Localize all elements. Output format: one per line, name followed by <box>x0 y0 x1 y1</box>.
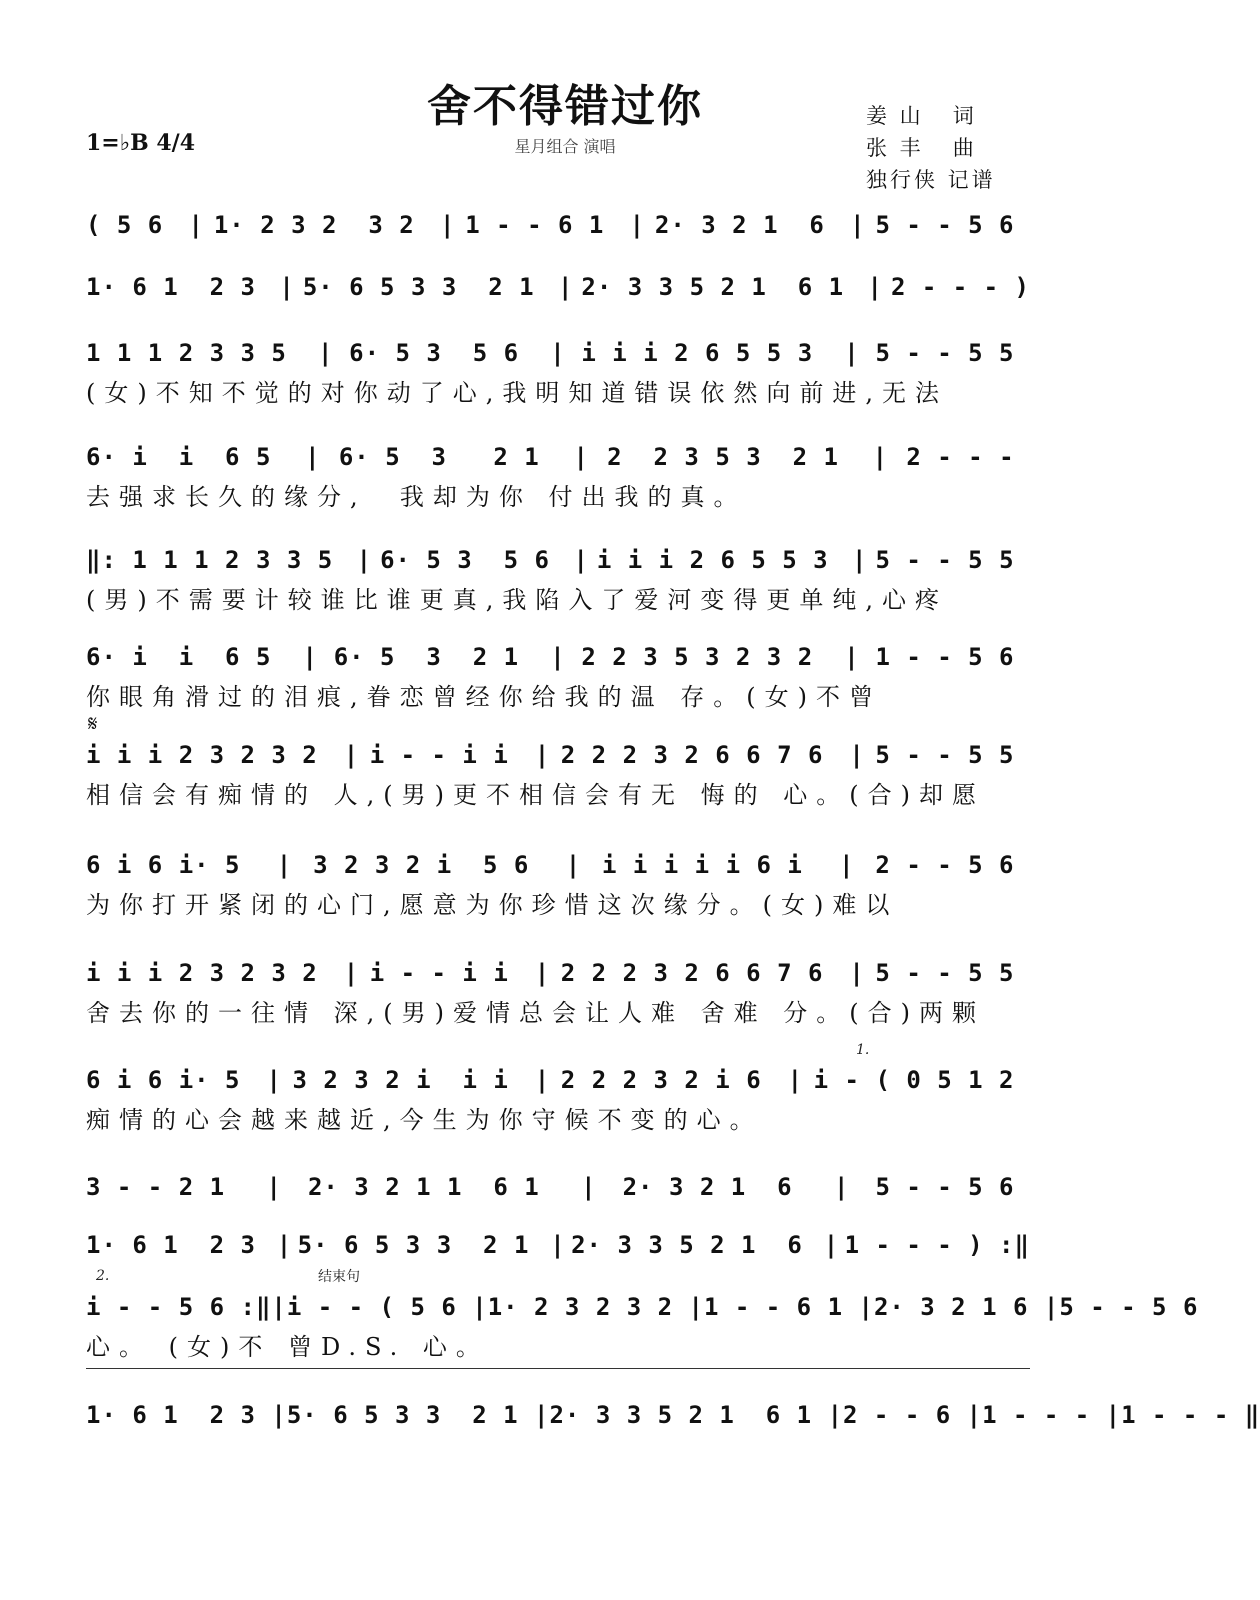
measure: 2 2 3 5 3 2 1 <box>607 443 855 471</box>
measure: 5 - - 5 6 <box>875 211 1030 239</box>
barline: | <box>188 211 204 239</box>
barline: | <box>276 1231 293 1259</box>
measure: 2· 3 3 5 2 1 6 1 <box>581 273 860 301</box>
credit-transcriber: 独行侠 记谱 <box>866 168 996 192</box>
measure: 1 - - - <box>982 1401 1106 1429</box>
barline: | <box>439 211 456 239</box>
score-system <box>86 1167 1030 1207</box>
barline: | <box>629 211 646 239</box>
barline: | <box>271 1293 287 1321</box>
barline: | <box>688 1293 704 1321</box>
measure: 2· 3 2 1 6 <box>873 1293 1044 1321</box>
score-system <box>86 437 1030 517</box>
measure: 1· 6 1 2 3 <box>86 1231 272 1259</box>
barline: | <box>839 851 855 879</box>
measure: 6· 5 3 5 6 <box>349 339 535 367</box>
performer-line: 星月组合 演唱 <box>514 137 616 156</box>
measure: 5· 6 5 3 3 2 1 <box>297 1231 545 1259</box>
measure: 6· i i 6 5 <box>86 643 287 671</box>
divider-line <box>86 1368 1030 1369</box>
measure: 1 - - - ‖ <box>1121 1401 1260 1429</box>
barline: | <box>550 1231 566 1259</box>
barline: | <box>858 1293 874 1321</box>
measure: 1 - - 6 1 <box>465 211 620 239</box>
barline: | <box>872 443 889 471</box>
lyric-line: 去强求长久的缘分, 我却为你 付出我的真。 <box>86 483 747 511</box>
lyric-line: 舍去你的一往情 深,(男)爱情总会让人难 舍难 分。(合)两颗 <box>86 999 985 1027</box>
notation-line <box>86 845 1030 885</box>
measure: 1 - - - ) :‖ <box>844 1231 1030 1259</box>
measure: 6· 5 3 2 1 <box>338 443 556 471</box>
lyric-line: 痴情的心会越来越近,今生为你守候不变的心。 <box>86 1106 763 1134</box>
measure: 2 - - 6 <box>843 1401 967 1429</box>
lyric-line: 为你打开紧闭的心门,愿意为你珍惜这次缘分。(女)难以 <box>86 891 899 919</box>
barline: | <box>550 643 566 671</box>
measure: i i i 2 6 5 5 3 <box>581 339 829 367</box>
measure: ‖: 1 1 1 2 3 3 5 <box>86 546 349 574</box>
measure: 2 2 2 3 2 i 6 <box>560 1066 778 1094</box>
score-system <box>86 1395 1260 1435</box>
score-system <box>86 267 1030 307</box>
measure: 1· 2 3 2 3 2 <box>213 211 431 239</box>
measure: 5 - - 5 6 <box>875 1173 1030 1201</box>
measure: 2· 3 2 1 6 <box>622 1173 808 1201</box>
score-system <box>86 845 1030 925</box>
barline: | <box>850 211 866 239</box>
barline: | <box>1105 1401 1122 1429</box>
barline: | <box>550 339 566 367</box>
measure: i - - 5 6 :‖ <box>86 1293 272 1321</box>
measure: i - - i i <box>369 741 525 769</box>
measure: 6· 5 3 5 6 <box>380 546 566 574</box>
volta-1-label: 1. <box>856 1042 870 1058</box>
barline: | <box>787 1066 804 1094</box>
barline: | <box>276 851 293 879</box>
notation-line <box>86 1395 1260 1435</box>
notation-line <box>86 540 1030 580</box>
measure: 1· 2 3 2 3 2 <box>487 1293 689 1321</box>
credit-lyricist: 姜 山 词 <box>866 104 977 128</box>
credit-composer: 张 丰 曲 <box>866 136 977 160</box>
credits <box>866 100 1026 196</box>
lyric-line: 心。 (女)不 曾D.S. 心。 <box>86 1333 489 1361</box>
measure: 2 2 3 5 3 2 3 2 <box>581 643 829 671</box>
measure: 2· 3 2 1 1 6 1 <box>307 1173 556 1201</box>
score-system <box>86 540 1030 620</box>
measure: 5 - - 5 5 <box>875 339 1030 367</box>
notation-line <box>86 637 1030 677</box>
barline: | <box>343 959 360 987</box>
barline: | <box>271 1401 287 1429</box>
measure: 2· 3 2 1 6 <box>654 211 841 239</box>
notation-line <box>86 437 1030 477</box>
measure: ( 5 6 <box>86 211 179 239</box>
measure: 5 - - 5 5 <box>875 546 1030 574</box>
barline: | <box>849 741 865 769</box>
barline: | <box>565 851 582 879</box>
measure: 6 i 6 i· 5 <box>86 851 256 879</box>
barline: | <box>581 1173 597 1201</box>
measure: 2· 3 3 5 2 1 6 1 <box>549 1401 828 1429</box>
lyric-line: 你眼角滑过的泪痕,眷恋曾经你给我的温 存。(女)不曾 <box>86 683 882 711</box>
notation-line <box>86 333 1030 373</box>
barline: | <box>833 1173 850 1201</box>
barline: | <box>844 339 860 367</box>
notation-line <box>86 1060 1030 1100</box>
barline: | <box>534 1401 550 1429</box>
notation-line <box>86 1287 1214 1327</box>
measure: 5· 6 5 3 3 2 1 <box>302 273 550 301</box>
barline: | <box>279 273 295 301</box>
barline: | <box>534 1066 551 1094</box>
score-system <box>86 1287 1214 1367</box>
measure: 5· 6 5 3 3 2 1 <box>286 1401 535 1429</box>
notation-line <box>86 205 1030 245</box>
measure: 3 - - 2 1 <box>86 1173 241 1201</box>
score-system <box>86 637 1030 717</box>
notation-line <box>86 267 1030 307</box>
measure: 1 - - 6 1 <box>703 1293 859 1321</box>
barline: | <box>1043 1293 1060 1321</box>
lyric-line: (女)不知不觉的对你动了心,我明知道错误依然向前进,无法 <box>86 379 948 407</box>
notation-line <box>86 735 1030 775</box>
score-system <box>86 1060 1030 1140</box>
measure: 1 1 1 2 3 3 5 <box>86 339 303 367</box>
barline: | <box>534 959 551 987</box>
segno-sign: 𝄋 <box>88 712 98 737</box>
barline: | <box>534 741 551 769</box>
barline: | <box>302 643 318 671</box>
measure: i - - ( 5 6 <box>286 1293 473 1321</box>
measure: 2 2 2 3 2 6 6 7 6 <box>560 741 839 769</box>
measure: 5 - - 5 6 <box>1059 1293 1214 1321</box>
lyric-line: 相信会有痴情的 人,(男)更不相信会有无 悔的 心。(合)却愿 <box>86 781 985 809</box>
measure: i i i 2 6 5 5 3 <box>596 546 845 574</box>
notation-line <box>86 1225 1030 1265</box>
barline: | <box>472 1293 488 1321</box>
measure: i - ( 0 5 1 2 <box>813 1066 1030 1094</box>
measure: 6· 5 3 2 1 <box>333 643 535 671</box>
barline: | <box>266 1066 282 1094</box>
song-title: 舍不得错过你 <box>427 81 703 132</box>
measure: 5 - - 5 5 <box>875 741 1030 769</box>
notation-line <box>86 953 1030 993</box>
barline: | <box>318 339 334 367</box>
measure: i i i i i 6 i <box>601 851 819 879</box>
barline: | <box>305 443 321 471</box>
measure: i - - i i <box>369 959 525 987</box>
barline: | <box>573 546 589 574</box>
score-system <box>86 735 1030 815</box>
barline: | <box>867 273 883 301</box>
measure: 1 - - 5 6 <box>875 643 1030 671</box>
measure: 3 2 3 2 i 5 6 <box>313 851 545 879</box>
measure: 2 - - - ) <box>890 273 1030 301</box>
barline: | <box>573 443 589 471</box>
barline: | <box>356 546 373 574</box>
score-system <box>86 1225 1030 1265</box>
score-system <box>86 333 1030 413</box>
notation-line <box>86 1167 1030 1207</box>
barline: | <box>823 1231 840 1259</box>
key-signature: 1=♭B 4/4 <box>86 130 196 156</box>
measure: 2 - - - <box>906 443 1030 471</box>
score-system <box>86 953 1030 1033</box>
barline: | <box>827 1401 844 1429</box>
measure: 1· 6 1 2 3 <box>86 273 272 301</box>
measure: 6 i 6 i· 5 <box>86 1066 256 1094</box>
barline: | <box>266 1173 282 1201</box>
barline: | <box>852 546 868 574</box>
measure: 5 - - 5 5 <box>875 959 1030 987</box>
measure: 3 2 3 2 i i i <box>292 1066 525 1094</box>
measure: 2 - - 5 6 <box>875 851 1030 879</box>
score-system <box>86 205 1030 245</box>
coda-label: 结束句 <box>318 1269 360 1285</box>
barline: | <box>343 741 360 769</box>
measure: 1· 6 1 2 3 <box>86 1401 272 1429</box>
measure: 6· i i 6 5 <box>86 443 287 471</box>
measure: i i i 2 3 2 3 2 <box>86 959 334 987</box>
measure: 2· 3 3 5 2 1 6 <box>571 1231 819 1259</box>
barline: | <box>844 643 860 671</box>
barline: | <box>849 959 865 987</box>
lyric-line: (男)不需要计较谁比谁更真,我陷入了爱河变得更单纯,心疼 <box>86 586 948 614</box>
measure: i i i 2 3 2 3 2 <box>86 741 334 769</box>
volta-2-label: 2. <box>96 1268 110 1284</box>
barline: | <box>966 1401 983 1429</box>
measure: 2 2 2 3 2 6 6 7 6 <box>560 959 839 987</box>
barline: | <box>557 273 574 301</box>
